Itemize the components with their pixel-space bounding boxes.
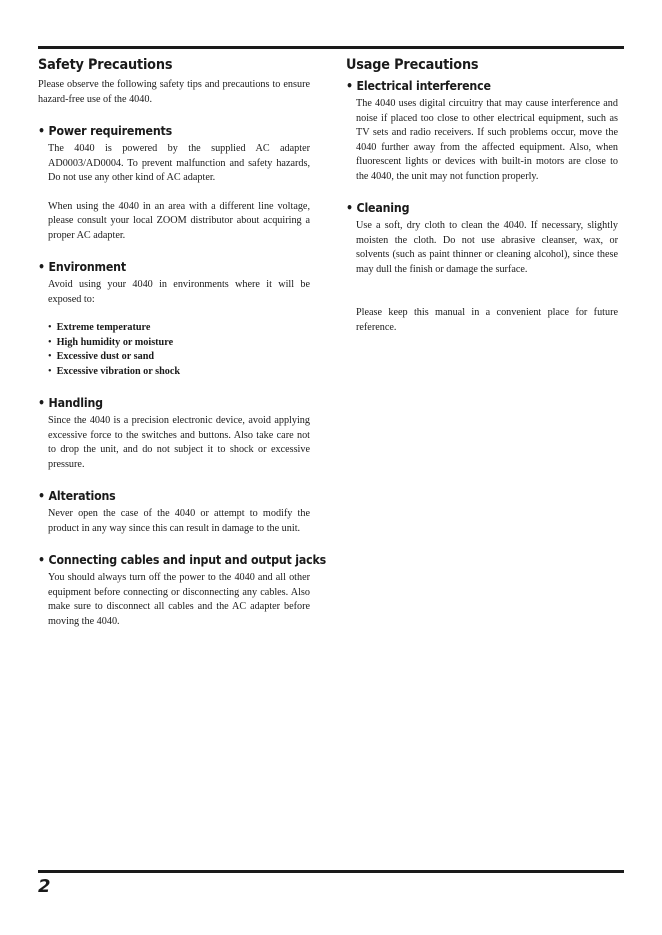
- cleaning-text: Use a soft, dry cloth to clean the 4040. If necessary, slightly moisten the cloth. Do not use abrasive cleanser, wax, or solvents (such as paint thinner or cleaning alcohol), since these may dull the finish or damage the surface.: [356, 220, 618, 275]
- usage-precautions-column: [346, 56, 618, 335]
- electrical-interference-heading: • Electrical interference: [346, 79, 491, 93]
- page-number: 2: [38, 876, 51, 897]
- cables-heading: • Connecting cables and input and output jacks: [38, 553, 327, 567]
- power-requirements-text-1: The 4040 is powered by the supplied AC adapter AD0003/AD0004. To prevent malfunction and safety hazards, Do not use any other kind of AC adapter.: [48, 143, 310, 183]
- cleaning-heading: • Cleaning: [346, 201, 410, 215]
- safety-precautions-column: [38, 56, 327, 629]
- usage-precautions-title: Usage Precautions: [346, 57, 479, 73]
- list-item: • High humidity or moisture: [48, 336, 310, 351]
- environment-heading: • Environment: [38, 260, 126, 274]
- alterations-text: Never open the case of the 4040 or attempt to modify the product in any way since this can result in damage to the unit.: [48, 508, 310, 534]
- power-requirements-heading: • Power requirements: [38, 124, 172, 138]
- bottom-rule: [38, 870, 624, 873]
- cables-text: You should always turn off the power to the 4040 and all other equipment before connecting or disconnecting any cables. Also make sure to disconnect all cables and the AC adapter before moving the 4040.: [48, 572, 310, 627]
- list-item: • Extreme temperature: [48, 321, 310, 336]
- handling-heading: • Handling: [38, 396, 103, 410]
- electrical-interference-text: The 4040 uses digital circuitry that may cause interference and noise if placed too close to other electrical equipment, such as TV sets and radio receivers. If such problems occur, move the 4040 further away from the affected equipment. Also, when fluorescent lights or devices with built-in motors are close to the 4040, the unit may not function properly.: [356, 98, 618, 182]
- alterations-heading: • Alterations: [38, 489, 116, 503]
- safety-precautions-title: Safety Precautions: [38, 57, 173, 73]
- closing-note: Please keep this manual in a convenient place for future reference.: [356, 307, 618, 333]
- top-rule: [38, 46, 624, 49]
- handling-text: Since the 4040 is a precision electronic device, avoid applying excessive force to the switches and buttons. Also take care not to drop the unit, and do not subject it to shock or excessive pressure.: [48, 415, 310, 470]
- environment-text: Avoid using your 4040 in environments where it will be exposed to:: [48, 279, 310, 305]
- safety-intro: Please observe the following safety tips and precautions to ensure hazard-free use of the 4040.: [38, 79, 310, 105]
- environment-list: [38, 321, 310, 379]
- power-requirements-text-2: When using the 4040 in an area with a different line voltage, please consult your local ZOOM distributor about acquiring a proper AC adapter.: [48, 200, 310, 241]
- list-item: • Excessive dust or sand: [48, 350, 310, 365]
- list-item: • Excessive vibration or shock: [48, 365, 310, 380]
